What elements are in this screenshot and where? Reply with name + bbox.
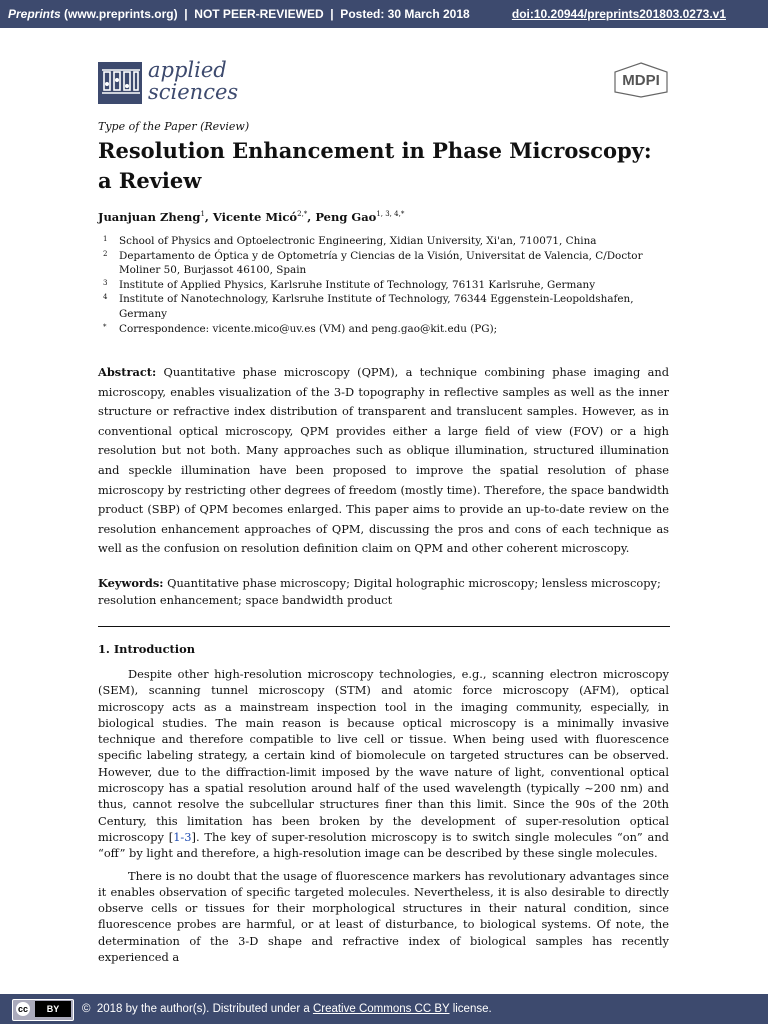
affiliation-number: 3 (103, 278, 108, 287)
section-heading: 1. Introduction (98, 642, 195, 656)
paragraph-text: Despite other high-resolution microscopy technologies, e.g., scanning electron microscopy (SEM), scanning tunnel microscopy (STM) and atomic force microscopy (AFM), optical microscopy acts as a mainstream inspection tool in the imaging community, especially, in biological studies. The main reason is because optical microscopy is a minimally invasive technique and therefore compatible to live cell or tissue. When being used with fluorescence specific labeling strategy, a certain kind of biomolecule on targeted structures can be observed. However, due to the diffraction-limit imposed by the wave nature of light, conventional optical microscopy has a spatial resolution around half of the used wavelength (typically ~200 nm) and thus, cannot resolve the subcellular structures finer than this limit. Since the 90s of the 20th Century, this limitation has been broken by the development of super-resolution optical microscopy [ (98, 667, 669, 844)
affiliation-number: 2 (103, 249, 108, 258)
citation-link[interactable]: 1-3 (173, 829, 192, 844)
journal-name-line1: applied (148, 58, 227, 82)
mdpi-logo (612, 62, 670, 98)
cc-by-badge-icon[interactable] (12, 999, 74, 1021)
abstract (98, 363, 669, 559)
section-divider (98, 626, 670, 627)
license-suffix: license. (449, 1003, 492, 1015)
paper-title: Resolution Enhancement in Phase Microscopy: a Review (98, 138, 652, 193)
correspondence-marker: * (103, 322, 107, 331)
license-link[interactable]: Creative Commons CC BY (312, 1003, 450, 1015)
affiliation-item (103, 292, 663, 321)
posting-status: | NOT PEER-REVIEWED | Posted: 30 March 2018 (177, 7, 470, 21)
author-affiliation-marker: 1, 3, 4,* (376, 210, 405, 219)
affiliation-item (103, 249, 663, 278)
correspondence (103, 322, 663, 337)
correspondence-text: Correspondence: vicente.mico@uv.es (VM) and peng.gao@kit.edu (PG); (119, 322, 498, 335)
publisher-name: MDPI (622, 72, 660, 89)
doi-link[interactable]: doi:10.20944/preprints201803.0273.v1 (511, 7, 726, 21)
author-affiliation-marker: 1 (200, 210, 205, 219)
keywords-label: Keywords: (98, 576, 164, 590)
affiliation-text: Institute of Applied Physics, Karlsruhe Institute of Technology, 76131 Karlsruhe, Germany (119, 278, 596, 291)
preprint-banner (0, 0, 768, 28)
license-text (82, 994, 492, 1024)
author-name: Peng Gao (315, 210, 377, 224)
affiliation-number: 1 (103, 235, 108, 243)
author-affiliation-marker: 2,* (297, 210, 308, 219)
affiliation-number: 4 (103, 293, 108, 302)
license-prefix: © 2018 by the author(s). Distributed under a (82, 1003, 313, 1015)
keywords (98, 575, 669, 608)
author-name: Juanjuan Zheng (98, 210, 201, 224)
affiliation-text: School of Physics and Optoelectronic Engineering, Xidian University, Xi'an, 710071, China (119, 235, 597, 247)
affiliation-item (103, 278, 663, 293)
cc-mark: cc (17, 1004, 28, 1014)
abstract-text: Quantitative phase microscopy (QPM), a technique combining phase imaging and microscopy, enables visualization of the 3-D topography in reflective samples as well as the inner structure or refractive index distribution of transparent and translucent samples. However, as in conventional optical microscopy, QPM provides either a large field of view (FOV) or a high resolution but not both. Many approaches such as oblique illumination, structured illumination and speckle illumination have been proposed to improve the spatial resolution of phase microscopy by restricting other degrees of freedom (mostly time). Therefore, the space bandwidth product (SBP) of QPM becomes enlarged. This paper aims to provide an up-to-date review on the resolution enhancement approaches of QPM, discussing the pros and cons of each technique as well as the confusion on resolution definition claim on QPM and other coherent microscopy. (98, 365, 669, 556)
affiliation-item (103, 234, 663, 249)
journal-name-line2: sciences (148, 80, 239, 104)
paper-type: Type of the Paper (Review) (98, 120, 250, 133)
preprints-url[interactable]: (www.preprints.org) (60, 7, 178, 21)
by-mark: BY (35, 1001, 71, 1017)
preprints-name: Preprints (8, 7, 61, 21)
body-text (98, 666, 669, 971)
abstract-label: Abstract: (98, 365, 157, 379)
paragraph: There is no doubt that the usage of fluorescence markers has revolutionary advantages since it enables observation of specific targeted molecules. Nevertheless, it is also desirable to directly observe cells or tissues for their morphological structures in their natural condition, since fluorescence probes are harmful, or at least of disturbance, to biological systems. Of note, the determination of the 3-D shape and refractive index of biological samples has recently experienced a (98, 868, 669, 965)
journal-name (148, 59, 238, 103)
license-footer (0, 994, 768, 1024)
paragraph-text: ]. The key of super-resolution microscopy is to switch single molecules “on” and “off” by light and therefore, a high-resolution image can be described by these single molecules. (98, 829, 669, 861)
author-list: Juanjuan Zheng$^1$, Vicente Micó$^{2,*}$, Peng Gao$^{1, 3, 4,*}$ (98, 210, 405, 224)
affiliation-text: Institute of Nanotechnology, Karlsruhe Institute of Technology, 76344 Eggenstein-Leopoldshafen, Germany (119, 293, 634, 320)
author-name: Vicente Micó (212, 210, 298, 224)
paragraph (98, 666, 669, 862)
banner-left (8, 0, 470, 28)
affiliation-list (103, 234, 663, 336)
keywords-text: Quantitative phase microscopy; Digital holographic microscopy; lensless microscopy; resolution enhancement; space bandwidth product (98, 576, 661, 607)
journal-emblem-icon (98, 62, 142, 104)
affiliation-text: Departamento de Óptica y de Optometría y Ciencias de la Visión, Universitat de Valencia, C/Doctor Moliner 50, Burjassot 46100, Spain (119, 249, 643, 277)
